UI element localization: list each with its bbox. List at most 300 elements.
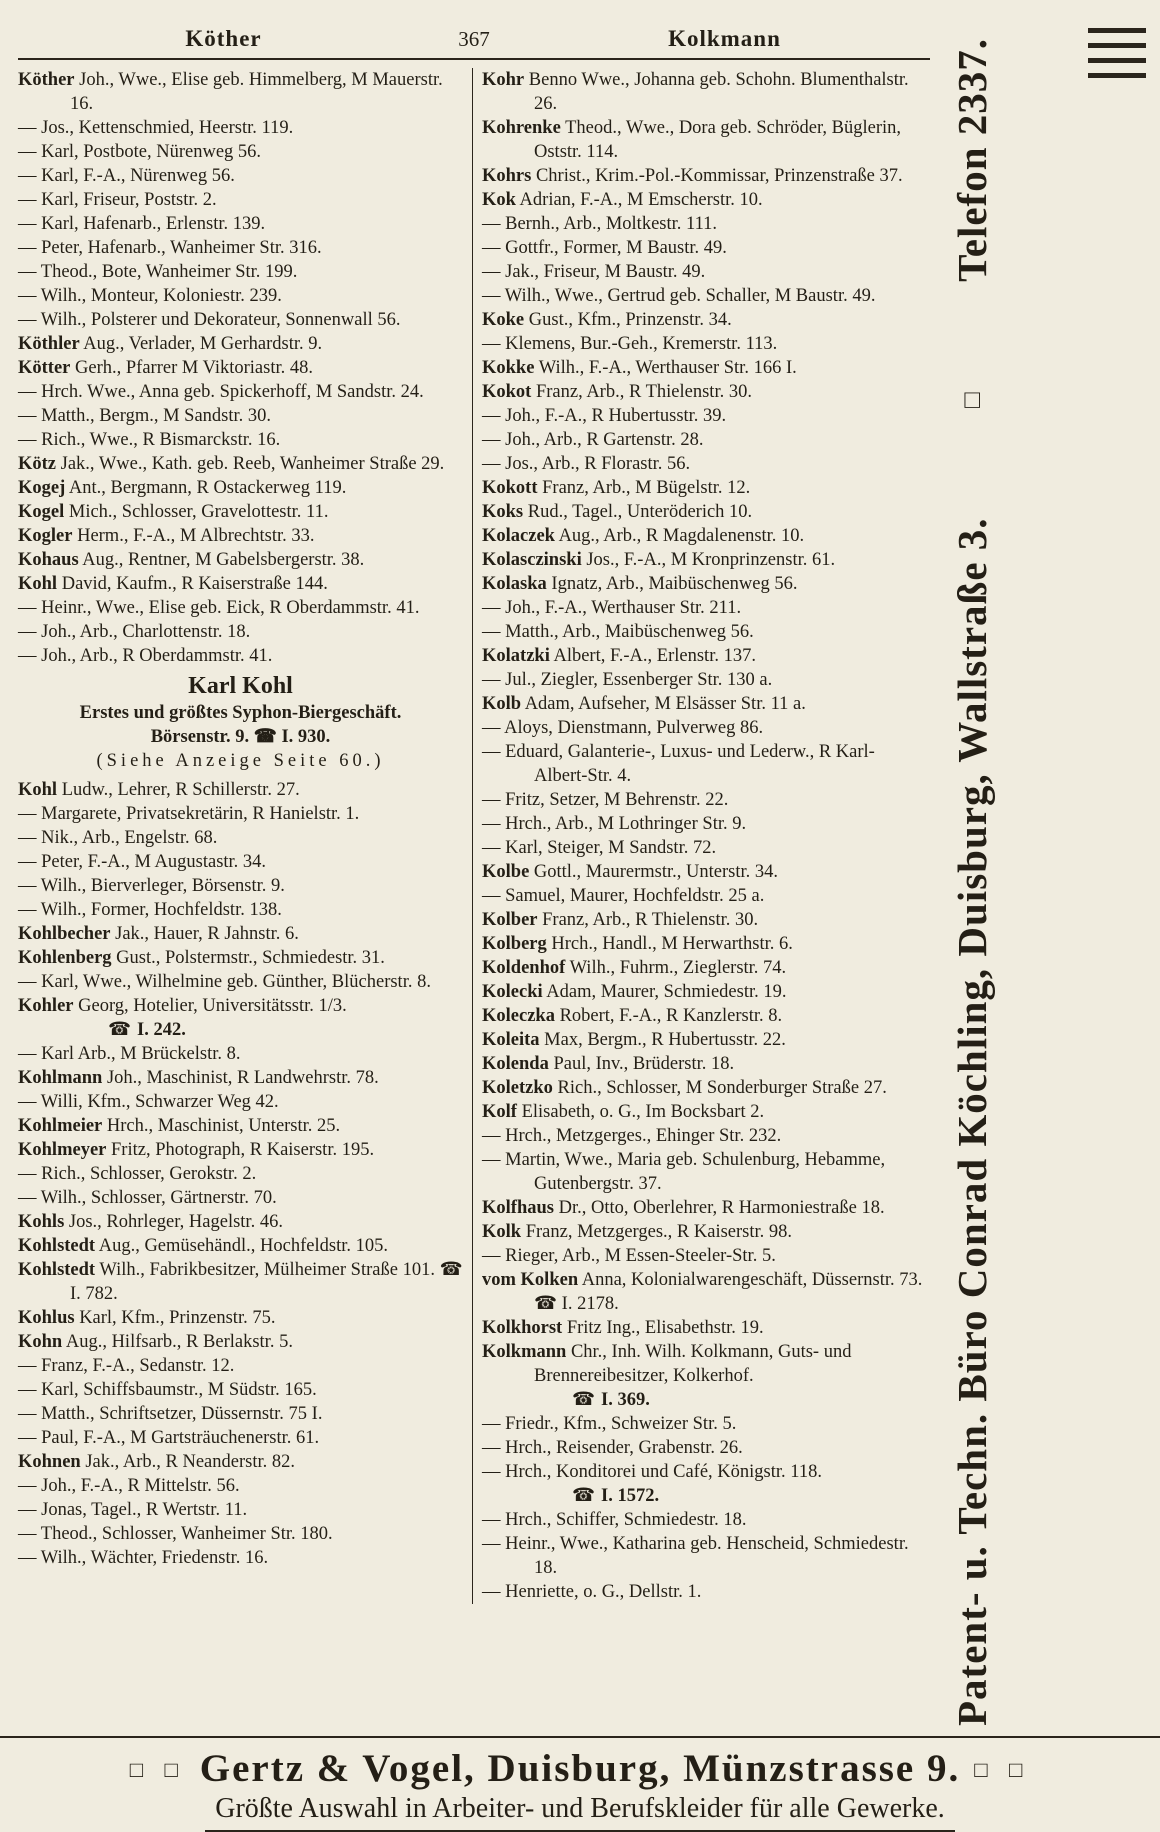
directory-entry bbox=[482, 956, 927, 980]
entry-surname: Kohlbecher bbox=[18, 924, 111, 944]
entry-text: Hrch., Metzgerges., Ehinger Str. 232. bbox=[505, 1126, 782, 1146]
entry-surname: Kolk bbox=[482, 1222, 522, 1242]
directory-entry bbox=[482, 1268, 927, 1316]
bottom-ad-line2: Größte Auswahl in Arbeiter- und Berufskleider für alle Gewerke. bbox=[205, 1793, 955, 1832]
entry-text: Hrch. Wwe., Anna geb. Spickerhoff, M Sandstr. 24. bbox=[41, 382, 424, 402]
directory-entry: — Wilh., Monteur, Koloniestr. 239. bbox=[18, 286, 282, 306]
entry-surname: Kolkmann bbox=[482, 1342, 567, 1362]
entry-text: Franz, Arb., M Bügelstr. 12. bbox=[542, 478, 751, 498]
entry-surname: Koldenhof bbox=[482, 958, 566, 978]
telephone-icon: ☎ bbox=[572, 1486, 596, 1506]
directory-entry: — Gottfr., Former, M Baustr. 49. bbox=[482, 238, 727, 258]
entry-text: Wilh., Wächter, Friedenstr. 16. bbox=[40, 1548, 269, 1568]
entry-surname: Kolecki bbox=[482, 982, 543, 1002]
directory-entry bbox=[482, 164, 927, 188]
entry-text: Hrch., Konditorei und Café, Königstr. 118. bbox=[505, 1462, 822, 1482]
entry-text: Heinr., Wwe., Elise geb. Eick, R Oberdammstr. 41. bbox=[41, 598, 420, 618]
entry-text: Wilh., Bierverleger, Börsenstr. 9. bbox=[40, 876, 285, 896]
entry-text: Friedr., Kfm., Schweizer Str. 5. bbox=[505, 1414, 737, 1434]
entry-text: Hrch., Arb., M Lothringer Str. 9. bbox=[505, 814, 747, 834]
square-ornament-icon: □ □ bbox=[129, 1757, 186, 1782]
directory-entry: — Hrch., Metzgerges., Ehinger Str. 232. bbox=[482, 1126, 782, 1146]
entry-text: Aug., Gemüsehändl., Hochfeldstr. 105. bbox=[98, 1236, 388, 1256]
entry-text: Joh., Arb., R Gartenstr. 28. bbox=[505, 430, 704, 450]
directory-entry: — Samuel, Maurer, Hochfeldstr. 25 a. bbox=[482, 886, 765, 906]
page-header bbox=[18, 26, 930, 60]
column-divider bbox=[472, 68, 473, 1604]
entry-text: Anna, Kolonialwarengeschäft, Düssernstr. 73. ☎ I. 2178. bbox=[534, 1270, 923, 1314]
directory-entry: — Paul, F.-A., M Gartsträuchenerstr. 61. bbox=[18, 1428, 320, 1448]
entry-text: Rich., Wwe., R Bismarckstr. 16. bbox=[41, 430, 281, 450]
entry-surname: Kohlmeier bbox=[18, 1116, 103, 1136]
directory-entry bbox=[482, 1100, 927, 1124]
entry-text: Gerh., Pfarrer M Viktoriastr. 48. bbox=[75, 358, 313, 378]
directory-entry bbox=[482, 692, 927, 716]
entry-text: Jonas, Tagel., R Wertstr. 11. bbox=[41, 1500, 248, 1520]
directory-entry: — Joh., Arb., Charlottenstr. 18. bbox=[18, 622, 251, 642]
entry-text: Peter, Hafenarb., Wanheimer Str. 316. bbox=[41, 238, 322, 258]
entry-text: Peter, F.-A., M Augustastr. 34. bbox=[41, 852, 267, 872]
entry-text: Joh., F.-A., R Mittelstr. 56. bbox=[41, 1476, 240, 1496]
entry-text: Georg, Hotelier, Universitätsstr. 1/3. bbox=[78, 996, 347, 1016]
directory-entry bbox=[18, 1330, 463, 1354]
directory-entry: — Heinr., Wwe., Elise geb. Eick, R Oberdammstr. 41. bbox=[18, 598, 420, 618]
directory-entry: — Fritz, Setzer, M Behrenstr. 22. bbox=[482, 790, 729, 810]
directory-entry bbox=[482, 1076, 927, 1100]
phone-line: ☎ I. 1572. bbox=[572, 1486, 660, 1506]
entry-text: Rich., Schlosser, Gerokstr. 2. bbox=[41, 1164, 257, 1184]
entry-text: Margarete, Privatsekretärin, R Hanielstr. 1. bbox=[41, 804, 360, 824]
sidebar-ad-text bbox=[948, 38, 996, 1726]
entry-surname: Köther bbox=[18, 70, 75, 90]
directory-entry bbox=[18, 452, 463, 476]
directory-entry bbox=[482, 308, 927, 332]
directory-entry: — Joh., F.-A., Werthauser Str. 211. bbox=[482, 598, 742, 618]
directory-entry bbox=[482, 1316, 927, 1340]
telephone-icon: ☎ bbox=[572, 1390, 596, 1410]
directory-entry: — Willi, Kfm., Schwarzer Weg 42. bbox=[18, 1092, 279, 1112]
entry-text: Karl, F.-A., Nürenweg 56. bbox=[41, 166, 235, 186]
directory-entry: — Matth., Arb., Maibüschenweg 56. bbox=[482, 622, 754, 642]
entry-surname: Kohl bbox=[18, 574, 58, 594]
directory-entry bbox=[18, 946, 463, 970]
directory-entry: — Karl, Steiger, M Sandstr. 72. bbox=[482, 838, 717, 858]
entry-surname: Kohlstedt bbox=[18, 1236, 96, 1256]
entry-text: David, Kaufm., R Kaiserstraße 144. bbox=[61, 574, 328, 594]
entry-text: Gust., Kfm., Prinzenstr. 34. bbox=[528, 310, 732, 330]
directory-entry bbox=[482, 908, 927, 932]
directory-entry bbox=[18, 1258, 463, 1306]
entry-text: Aug., Verlader, M Gerhardstr. 9. bbox=[83, 334, 323, 354]
entry-surname: Kolb bbox=[482, 694, 522, 714]
directory-entry: — Wilh., Polsterer und Dekorateur, Sonnenwall 56. bbox=[18, 310, 401, 330]
entry-text: Hrch., Maschinist, Unterstr. 25. bbox=[106, 1116, 341, 1136]
entry-text: Hrch., Handl., M Herwarthstr. 6. bbox=[551, 934, 793, 954]
entry-text: Joh., Wwe., Elise geb. Himmelberg, M Mauerstr. 16. bbox=[70, 70, 443, 114]
directory-entry bbox=[482, 116, 927, 164]
directory-entry: — Henriette, o. G., Dellstr. 1. bbox=[482, 1582, 702, 1602]
directory-entry: — Karl Arb., M Brückelstr. 8. bbox=[18, 1044, 241, 1064]
directory-entry bbox=[18, 68, 463, 116]
entry-text: Elisabeth, o. G., Im Bocksbart 2. bbox=[521, 1102, 765, 1122]
entry-surname: Kolkhorst bbox=[482, 1318, 563, 1338]
entry-text: Hrch., Reisender, Grabenstr. 26. bbox=[505, 1438, 743, 1458]
entry-text: Rich., Schlosser, M Sonderburger Straße 27. bbox=[557, 1078, 887, 1098]
sidebar-ad-line2: Telefon 2337. bbox=[949, 38, 995, 282]
entry-text: Matth., Arb., Maibüschenweg 56. bbox=[505, 622, 754, 642]
directory-entry: — Wilh., Wwe., Gertrud geb. Schaller, M Baustr. 49. bbox=[482, 286, 876, 306]
entry-text: Robert, F.-A., R Kanzlerstr. 8. bbox=[559, 1006, 783, 1026]
header-left-keyword: Köther bbox=[185, 26, 262, 51]
directory-entry: — Hrch. Wwe., Anna geb. Spickerhoff, M Sandstr. 24. bbox=[18, 382, 424, 402]
entry-text: Wilh., Fabrikbesitzer, Mülheimer Straße 101. ☎ I. 782. bbox=[70, 1260, 463, 1304]
entry-text: Nik., Arb., Engelstr. 68. bbox=[41, 828, 218, 848]
directory-entry: — Aloys, Dienstmann, Pulverweg 86. bbox=[482, 718, 764, 738]
entry-text: Aug., Rentner, M Gabelsbergerstr. 38. bbox=[82, 550, 365, 570]
directory-entry: — Martin, Wwe., Maria geb. Schulenburg, Hebamme, Gutenbergstr. 37. bbox=[482, 1150, 886, 1194]
entry-text: Aug., Hilfsarb., R Berlakstr. 5. bbox=[65, 1332, 293, 1352]
entry-text: Jak., Hauer, R Jahnstr. 6. bbox=[115, 924, 299, 944]
phone-line: ☎ I. 242. bbox=[108, 1020, 186, 1040]
directory-entry: — Hrch., Arb., M Lothringer Str. 9. bbox=[482, 814, 747, 834]
directory-entry bbox=[18, 524, 463, 548]
entry-text: Theod., Bote, Wanheimer Str. 199. bbox=[40, 262, 298, 282]
entry-text: Karl Arb., M Brückelstr. 8. bbox=[41, 1044, 241, 1064]
entry-surname: Kok bbox=[482, 190, 516, 210]
decorative-bar bbox=[1088, 73, 1146, 78]
directory-entry bbox=[482, 380, 927, 404]
entry-text: Wilh., Schlosser, Gärtnerstr. 70. bbox=[40, 1188, 277, 1208]
directory-entry bbox=[18, 1138, 463, 1162]
entry-surname: Kogej bbox=[18, 478, 66, 498]
entry-surname: Koke bbox=[482, 310, 525, 330]
trade-ad-line: Erstes und größtes Syphon-Biergeschäft. bbox=[79, 703, 402, 723]
directory-entry bbox=[482, 932, 927, 956]
entry-text: Joh., Arb., R Oberdammstr. 41. bbox=[41, 646, 273, 666]
entry-surname: Kolber bbox=[482, 910, 538, 930]
entry-text: Wilh., Wwe., Gertrud geb. Schaller, M Baustr. 49. bbox=[504, 286, 876, 306]
directory-entry: — Hrch., Reisender, Grabenstr. 26. bbox=[482, 1438, 743, 1458]
directory-columns bbox=[18, 68, 930, 1604]
entry-text: Jak., Wwe., Kath. geb. Reeb, Wanheimer Straße 29. bbox=[60, 454, 445, 474]
directory-entry bbox=[482, 68, 927, 116]
entry-text: Franz, Arb., R Thielenstr. 30. bbox=[542, 910, 759, 930]
square-ornament-icon: □ □ bbox=[974, 1757, 1031, 1782]
entry-surname: Kohler bbox=[18, 996, 74, 1016]
directory-entry bbox=[482, 1340, 927, 1412]
trade-ad-line: Börsenstr. 9. ☎ I. 930. bbox=[150, 727, 331, 747]
entry-text: Joh., Maschinist, R Landwehrstr. 78. bbox=[106, 1068, 379, 1088]
directory-entry: — Hrch., Konditorei und Café, Königstr. 118. ☎ I. 1572. bbox=[482, 1460, 927, 1508]
entry-text: Theod., Wwe., Dora geb. Schröder, Büglerin, Oststr. 114. bbox=[534, 118, 902, 162]
directory-entry: — Jos., Arb., R Florastr. 56. bbox=[482, 454, 691, 474]
entry-text: Rieger, Arb., M Essen-Steeler-Str. 5. bbox=[505, 1246, 776, 1266]
sidebar-ad bbox=[938, 0, 1153, 1738]
entry-surname: Kohn bbox=[18, 1332, 63, 1352]
entry-text: Wilh., F.-A., Werthauser Str. 166 I. bbox=[538, 358, 797, 378]
entry-text: Karl, Wwe., Wilhelmine geb. Günther, Blücherstr. 8. bbox=[41, 972, 431, 992]
entry-text: Jos., Arb., R Florastr. 56. bbox=[505, 454, 691, 474]
directory-entry: — Joh., F.-A., R Hubertusstr. 39. bbox=[482, 406, 727, 426]
directory-entry bbox=[482, 500, 927, 524]
entry-text: Albert, F.-A., Erlenstr. 137. bbox=[553, 646, 756, 666]
phone-line: ☎ I. 369. bbox=[572, 1390, 650, 1410]
entry-text: Klemens, Bur.-Geh., Kremerstr. 113. bbox=[505, 334, 778, 354]
entry-text: Wilh., Fuhrm., Zieglerstr. 74. bbox=[569, 958, 787, 978]
entry-text: Jak., Friseur, M Baustr. 49. bbox=[505, 262, 706, 282]
directory-entry: — Theod., Bote, Wanheimer Str. 199. bbox=[18, 262, 298, 282]
entry-surname: Kohlstedt bbox=[18, 1260, 96, 1280]
entry-surname: Kohlmeyer bbox=[18, 1140, 107, 1160]
directory-entry bbox=[482, 1052, 927, 1076]
entry-text: Christ., Krim.-Pol.-Kommissar, Prinzenstraße 37. bbox=[535, 166, 903, 186]
directory-entry: — Peter, F.-A., M Augustastr. 34. bbox=[18, 852, 267, 872]
decorative-bar bbox=[1088, 43, 1146, 48]
entry-text: Samuel, Maurer, Hochfeldstr. 25 a. bbox=[505, 886, 765, 906]
telephone-icon: ☎ bbox=[108, 1020, 132, 1040]
entry-surname: Kohl bbox=[18, 780, 58, 800]
directory-entry bbox=[482, 188, 927, 212]
entry-text: Jak., Arb., R Neanderstr. 82. bbox=[85, 1452, 295, 1472]
entry-text: Karl, Friseur, Poststr. 2. bbox=[41, 190, 217, 210]
entry-text: Gottl., Maurermstr., Unterstr. 34. bbox=[533, 862, 778, 882]
entry-text: Heinr., Wwe., Katharina geb. Henscheid, Schmiedestr. 18. bbox=[505, 1534, 909, 1578]
entry-text: Wilh., Polsterer und Dekorateur, Sonnenwall 56. bbox=[40, 310, 401, 330]
directory-entry: — Wilh., Schlosser, Gärtnerstr. 70. bbox=[18, 1188, 277, 1208]
entry-text: Jul., Ziegler, Essenberger Str. 130 a. bbox=[505, 670, 773, 690]
entry-text: Karl, Postbote, Nürenweg 56. bbox=[41, 142, 262, 162]
bottom-ad bbox=[0, 1736, 1160, 1830]
entry-text: Bernh., Arb., Moltkestr. 111. bbox=[505, 214, 718, 234]
directory-entry: — Jonas, Tagel., R Wertstr. 11. bbox=[18, 1500, 248, 1520]
entry-text: Paul, Inv., Brüderstr. 18. bbox=[553, 1054, 735, 1074]
entry-surname: Kohlmann bbox=[18, 1068, 103, 1088]
entry-surname: Kokke bbox=[482, 358, 535, 378]
directory-entry: — Wilh., Former, Hochfeldstr. 138. bbox=[18, 900, 282, 920]
directory-entry: — Franz, F.-A., Sedanstr. 12. bbox=[18, 1356, 235, 1376]
entry-text: Max, Bergm., R Hubertusstr. 22. bbox=[544, 1030, 786, 1050]
directory-entry: — Karl, Wwe., Wilhelmine geb. Günther, Blücherstr. 8. bbox=[18, 972, 431, 992]
directory-entry bbox=[482, 356, 927, 380]
entry-text: Joh., F.-A., Werthauser Str. 211. bbox=[505, 598, 742, 618]
entry-text: Martin, Wwe., Maria geb. Schulenburg, Hebamme, Gutenbergstr. 37. bbox=[505, 1150, 886, 1194]
entry-text: Adrian, F.-A., M Emscherstr. 10. bbox=[519, 190, 763, 210]
directory-entry: — Heinr., Wwe., Katharina geb. Henscheid, Schmiedestr. 18. bbox=[482, 1534, 909, 1578]
entry-text: Jos., Kettenschmied, Heerstr. 119. bbox=[41, 118, 294, 138]
left-column bbox=[18, 68, 463, 1604]
entry-surname: Kolaska bbox=[482, 574, 547, 594]
directory-entry: — Theod., Schlosser, Wanheimer Str. 180. bbox=[18, 1524, 333, 1544]
right-column bbox=[482, 68, 927, 1604]
entry-text: Franz, Arb., R Thielenstr. 30. bbox=[535, 382, 752, 402]
trade-ad-line: (Siehe Anzeige Seite 60.) bbox=[96, 751, 385, 771]
directory-entry: — Karl, F.-A., Nürenweg 56. bbox=[18, 166, 235, 186]
directory-entry bbox=[482, 572, 927, 596]
directory-entry bbox=[18, 332, 463, 356]
directory-entry bbox=[18, 1066, 463, 1090]
entry-surname: Kolasczinski bbox=[482, 550, 582, 570]
directory-entry bbox=[18, 1306, 463, 1330]
entry-text: Aloys, Dienstmann, Pulverweg 86. bbox=[504, 718, 764, 738]
entry-surname: Kohls bbox=[18, 1212, 65, 1232]
entry-text: Franz, F.-A., Sedanstr. 12. bbox=[41, 1356, 235, 1376]
directory-entry bbox=[482, 1004, 927, 1028]
entry-surname: Kötz bbox=[18, 454, 57, 474]
entry-surname: Kohr bbox=[482, 70, 525, 90]
directory-entry bbox=[18, 1450, 463, 1474]
entry-text: Jos., F.-A., M Kronprinzenstr. 61. bbox=[586, 550, 836, 570]
directory-entry bbox=[18, 994, 463, 1042]
bottom-ad-line1: Gertz & Vogel, Duisburg, Münzstrasse 9. bbox=[199, 1747, 961, 1790]
directory-entry bbox=[482, 644, 927, 668]
entry-surname: Kötter bbox=[18, 358, 71, 378]
entry-text: Benno Wwe., Johanna geb. Schohn. Blumenthalstr. 26. bbox=[528, 70, 909, 114]
directory-entry bbox=[482, 1196, 927, 1220]
directory-entry: — Matth., Schriftsetzer, Düssernstr. 75 I. bbox=[18, 1404, 323, 1424]
entry-text: Dr., Otto, Oberlehrer, R Harmoniestraße 18. bbox=[558, 1198, 885, 1218]
directory-entry: — Margarete, Privatsekretärin, R Hanielstr. 1. bbox=[18, 804, 360, 824]
sidebar-ad-line1: Patent- u. Techn. Büro Conrad Köchling, Duisburg, Wallstraße 3. bbox=[949, 517, 995, 1726]
directory-entry bbox=[18, 1114, 463, 1138]
directory-entry bbox=[482, 860, 927, 884]
entry-text: Theod., Schlosser, Wanheimer Str. 180. bbox=[40, 1524, 333, 1544]
entry-surname: Kolf bbox=[482, 1102, 517, 1122]
entry-text: Hrch., Schiffer, Schmiedestr. 18. bbox=[505, 1510, 747, 1530]
directory-entry: — Karl, Hafenarb., Erlenstr. 139. bbox=[18, 214, 266, 234]
header-right-keyword: Kolkmann bbox=[668, 26, 781, 51]
directory-entry: — Klemens, Bur.-Geh., Kremerstr. 113. bbox=[482, 334, 778, 354]
entry-surname: Kohaus bbox=[18, 550, 79, 570]
entry-surname: Kolbe bbox=[482, 862, 530, 882]
directory-entry: — Jul., Ziegler, Essenberger Str. 130 a. bbox=[482, 670, 773, 690]
entry-text: Eduard, Galanterie-, Luxus- und Lederw., R Karl-Albert-Str. 4. bbox=[505, 742, 875, 786]
directory-entry bbox=[18, 778, 463, 802]
entry-text: Karl, Kfm., Prinzenstr. 75. bbox=[79, 1308, 276, 1328]
inline-trade-ad bbox=[18, 668, 463, 778]
directory-entry bbox=[18, 1210, 463, 1234]
trade-ad-line: Karl Kohl bbox=[188, 673, 293, 699]
entry-text: Wilh., Monteur, Koloniestr. 239. bbox=[40, 286, 282, 306]
directory-entry: — Peter, Hafenarb., Wanheimer Str. 316. bbox=[18, 238, 322, 258]
entry-surname: Kokot bbox=[482, 382, 532, 402]
directory-entry: — Nik., Arb., Engelstr. 68. bbox=[18, 828, 218, 848]
directory-entry bbox=[482, 524, 927, 548]
entry-surname: Kolatzki bbox=[482, 646, 550, 666]
entry-surname: Kohrs bbox=[482, 166, 532, 186]
entry-text: Joh., Arb., Charlottenstr. 18. bbox=[41, 622, 251, 642]
entry-text: Karl, Steiger, M Sandstr. 72. bbox=[505, 838, 717, 858]
directory-entry: — Joh., F.-A., R Mittelstr. 56. bbox=[18, 1476, 240, 1496]
entry-text: Fritz, Setzer, M Behrenstr. 22. bbox=[505, 790, 729, 810]
directory-entry: — Matth., Bergm., M Sandstr. 30. bbox=[18, 406, 272, 426]
directory-entry: — Rieger, Arb., M Essen-Steeler-Str. 5. bbox=[482, 1246, 776, 1266]
entry-text: Karl, Hafenarb., Erlenstr. 139. bbox=[41, 214, 266, 234]
square-ornament-icon: □ bbox=[957, 391, 986, 408]
entry-text: Adam, Aufseher, M Elsässer Str. 11 a. bbox=[524, 694, 806, 714]
directory-entry: — Karl, Friseur, Poststr. 2. bbox=[18, 190, 217, 210]
directory-entry bbox=[482, 980, 927, 1004]
entry-surname: Kohnen bbox=[18, 1452, 81, 1472]
directory-entry bbox=[18, 572, 463, 596]
directory-entry: — Jak., Friseur, M Baustr. 49. bbox=[482, 262, 706, 282]
directory-entry bbox=[482, 1028, 927, 1052]
directory-entry bbox=[482, 1220, 927, 1244]
decorative-bar bbox=[1088, 58, 1146, 63]
directory-entry: — Joh., Arb., R Gartenstr. 28. bbox=[482, 430, 704, 450]
entry-text: Fritz Ing., Elisabethstr. 19. bbox=[566, 1318, 764, 1338]
decorative-bars bbox=[1088, 28, 1146, 88]
entry-text: Ant., Bergmann, R Ostackerweg 119. bbox=[68, 478, 347, 498]
entry-surname: Kolberg bbox=[482, 934, 547, 954]
directory-entry: — Rich., Schlosser, Gerokstr. 2. bbox=[18, 1164, 257, 1184]
entry-text: Wilh., Former, Hochfeldstr. 138. bbox=[40, 900, 282, 920]
directory-entry: — Karl, Postbote, Nürenweg 56. bbox=[18, 142, 262, 162]
entry-text: Ludw., Lehrer, R Schillerstr. 27. bbox=[61, 780, 300, 800]
directory-entry bbox=[482, 548, 927, 572]
entry-surname: Kogler bbox=[18, 526, 73, 546]
entry-text: Paul, F.-A., M Gartsträuchenerstr. 61. bbox=[41, 1428, 320, 1448]
directory-entry bbox=[18, 548, 463, 572]
entry-text: Henriette, o. G., Dellstr. 1. bbox=[505, 1582, 702, 1602]
entry-surname: Kolfhaus bbox=[482, 1198, 554, 1218]
entry-text: Jos., Rohrleger, Hagelstr. 46. bbox=[68, 1212, 283, 1232]
entry-text: Gottfr., Former, M Baustr. 49. bbox=[505, 238, 727, 258]
entry-text: Matth., Bergm., M Sandstr. 30. bbox=[41, 406, 272, 426]
entry-surname: Koks bbox=[482, 502, 524, 522]
entry-text: Mich., Schlosser, Gravelottestr. 11. bbox=[68, 502, 329, 522]
directory-entry bbox=[18, 500, 463, 524]
entry-surname: Kohlenberg bbox=[18, 948, 112, 968]
directory-entry: — Joh., Arb., R Oberdammstr. 41. bbox=[18, 646, 273, 666]
entry-surname: Koleita bbox=[482, 1030, 540, 1050]
entry-surname: Köthler bbox=[18, 334, 80, 354]
entry-text: Herm., F.-A., M Albrechtstr. 33. bbox=[77, 526, 315, 546]
entry-surname: Kohrenke bbox=[482, 118, 561, 138]
entry-surname: Koleczka bbox=[482, 1006, 555, 1026]
page-number: 367 bbox=[458, 27, 490, 51]
directory-entry: — Wilh., Bierverleger, Börsenstr. 9. bbox=[18, 876, 285, 896]
directory-entry: — Jos., Kettenschmied, Heerstr. 119. bbox=[18, 118, 294, 138]
entry-text: Franz, Metzgerges., R Kaiserstr. 98. bbox=[525, 1222, 793, 1242]
directory-entry: — Rich., Wwe., R Bismarckstr. 16. bbox=[18, 430, 281, 450]
entry-surname: Koletzko bbox=[482, 1078, 553, 1098]
entry-text: Adam, Maurer, Schmiedestr. 19. bbox=[546, 982, 787, 1002]
bottom-ad-headline bbox=[0, 1746, 1160, 1791]
entry-surname: Kokott bbox=[482, 478, 538, 498]
entry-surname: Kohlus bbox=[18, 1308, 75, 1328]
directory-entry bbox=[18, 356, 463, 380]
entry-text: Willi, Kfm., Schwarzer Weg 42. bbox=[40, 1092, 279, 1112]
entry-text: Karl, Schiffsbaumstr., M Südstr. 165. bbox=[41, 1380, 317, 1400]
directory-entry bbox=[18, 476, 463, 500]
entry-surname: Kolenda bbox=[482, 1054, 549, 1074]
directory-entry bbox=[482, 476, 927, 500]
entry-text: Fritz, Photograph, R Kaiserstr. 195. bbox=[111, 1140, 375, 1160]
entry-text: Chr., Inh. Wilh. Kolkmann, Guts- und Brennereibesitzer, Kolkerhof. bbox=[534, 1342, 852, 1386]
entry-text: Ignatz, Arb., Maibüschenweg 56. bbox=[551, 574, 798, 594]
decorative-bar bbox=[1088, 28, 1146, 33]
entry-surname: vom Kolken bbox=[482, 1270, 579, 1290]
directory-entry bbox=[18, 922, 463, 946]
directory-entry: — Bernh., Arb., Moltkestr. 111. bbox=[482, 214, 718, 234]
directory-entry: — Eduard, Galanterie-, Luxus- und Lederw., R Karl-Albert-Str. 4. bbox=[482, 742, 875, 786]
directory-entry: — Karl, Schiffsbaumstr., M Südstr. 165. bbox=[18, 1380, 317, 1400]
entry-text: Gust., Polstermstr., Schmiedestr. 31. bbox=[116, 948, 385, 968]
entry-text: Joh., F.-A., R Hubertusstr. 39. bbox=[505, 406, 727, 426]
directory-entry: — Friedr., Kfm., Schweizer Str. 5. bbox=[482, 1414, 737, 1434]
entry-surname: Kogel bbox=[18, 502, 65, 522]
directory-entry: — Wilh., Wächter, Friedenstr. 16. bbox=[18, 1548, 269, 1568]
